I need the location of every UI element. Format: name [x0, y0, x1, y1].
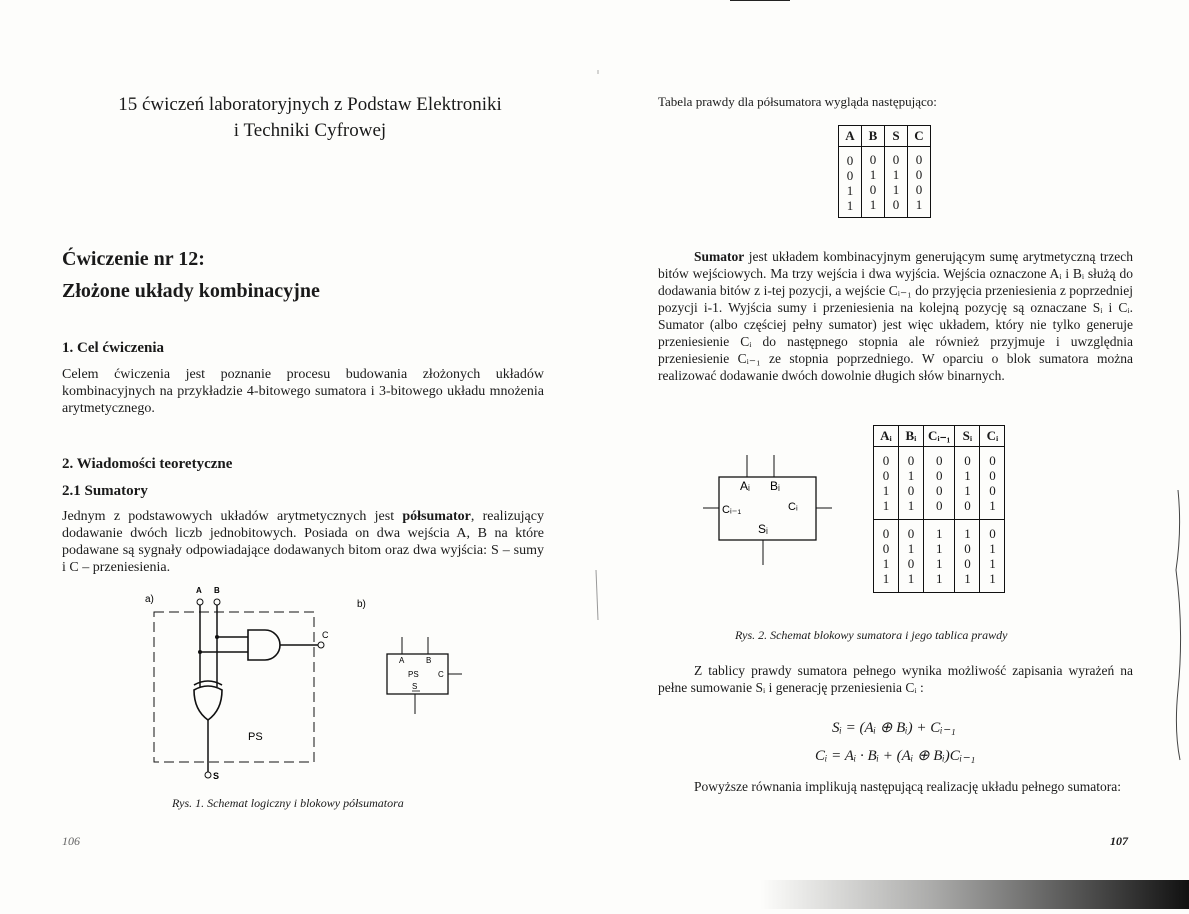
- full-adder-truth-table: [873, 425, 1005, 593]
- ft-bottom-col-b: 0 1 0 1: [899, 520, 924, 593]
- fig1-out-s: S: [213, 771, 220, 781]
- ht-col-a: 0 0 1 1: [839, 147, 862, 218]
- half-adder-intro: Tabela prawdy dla półsumatora wygląda następująco:: [658, 94, 937, 109]
- right-page-number: 107: [1110, 834, 1128, 848]
- ht-header-a: A: [839, 126, 862, 147]
- page-edge-marks: [1160, 470, 1188, 770]
- equation-carry: Cᵢ = Aᵢ · Bᵢ + (Aᵢ ⊕ Bᵢ)Cᵢ₋₁: [815, 748, 976, 764]
- left-page-number: 106: [62, 834, 80, 848]
- fig1-blk-s: S: [412, 682, 418, 691]
- fig2-full-adder-block: [700, 450, 835, 570]
- ft-header-a: Aᵢ: [874, 426, 899, 447]
- ht-header-s: S: [885, 126, 908, 147]
- section-21-text: [62, 508, 544, 576]
- closing-text: Powyższe równania implikują następującą realizację układu pełnego sumatora:: [694, 779, 1121, 794]
- fig1-label-b: b): [357, 599, 366, 610]
- section-21-text-a: Jednym z podstawowych układów arytmetycznych jest: [62, 509, 403, 524]
- fig2-sum: Sᵢ: [758, 522, 768, 536]
- ht-header-c: C: [908, 126, 931, 147]
- ft-header-s: Sᵢ: [955, 426, 980, 447]
- fig1-in-b: B: [214, 586, 220, 595]
- fig1-blk-ps: PS: [408, 670, 419, 679]
- fig1-out-c: C: [322, 630, 329, 640]
- fig1-label-a: a): [145, 594, 154, 605]
- section-21-heading: 2.1 Sumatory: [62, 483, 148, 499]
- sumator-bold: Sumator: [694, 249, 745, 264]
- scan-shadow: [760, 880, 1189, 909]
- book-title-line1: 15 ćwiczeń laboratoryjnych z Podstaw Elektroniki: [118, 94, 502, 115]
- section-21-text-b: , realizujący dodawanie dwóch liczb jednobitowych. Posiada on dwa wejścia A, B na które podawane są sygnały odpowiadające dodawanych bitom oraz dwa wyjścia: S – sumy i C – przeniesienia.: [62, 509, 544, 575]
- half-adder-truth-table: [838, 125, 931, 218]
- book-title-line2: i Techniki Cyfrowej: [233, 120, 387, 141]
- fig1-half-adder-schematic: [140, 582, 470, 787]
- book-title: [60, 92, 560, 144]
- ft-header-b: Bᵢ: [899, 426, 924, 447]
- ft-top-col-a: 0 0 1 1: [874, 447, 899, 520]
- section-1-text: Celem ćwiczenia jest poznanie procesu budowania złożonych układów kombinacyjnych na przykładzie 4-bitowego sumatora i 3-bitowego układu mnożenia arytmetycznego.: [62, 367, 544, 416]
- sumator-text: jest układem kombinacyjnym generującym sumę arytmetyczną trzech bitów wejściowych. Ma trzy wejścia i dwa wyjścia. Wejścia oznaczone Aᵢ i Bᵢ służą do dodawania bitów z i-tej pozycji, a wejście Cᵢ₋₁ do przyjęcia przeniesienia z poprzedniej pozycji i-1. Wyjścia sumy i przeniesienia na kolejną pozycję są oznaczane Sᵢ i Cᵢ. Sumator (albo częściej pełny sumator) jest więc układem, który nie tylko generuje przeniesienie Cᵢ do następnego stopnia ale również przyjmuje i uwzględnia przeniesienie Cᵢ₋₁ ze stopnia poprzedniego. W oparciu o blok sumatora można realizować dodawanie dwóch dowolnie długich słów binarnych.: [658, 249, 1133, 383]
- fig2-cout: Cᵢ: [788, 501, 798, 513]
- sumator-description: [658, 248, 1133, 384]
- ht-header-b: B: [862, 126, 885, 147]
- equation-sum: Sᵢ = (Aᵢ ⊕ Bᵢ) + Cᵢ₋₁: [832, 720, 956, 736]
- scan-top-line: [730, 0, 790, 1]
- ht-col-s: 0 1 1 0: [885, 147, 908, 218]
- ft-header-cin: Cᵢ₋₁: [924, 426, 955, 447]
- ft-top-col-s: 0 1 1 0: [955, 447, 980, 520]
- fig1-blk-c: C: [438, 670, 444, 679]
- ft-top-col-b: 0 1 0 1: [899, 447, 924, 520]
- section-1-heading: 1. Cel ćwiczenia: [62, 340, 165, 356]
- section-21-bold: półsumator: [402, 509, 471, 524]
- fig1-caption: Rys. 1. Schemat logiczny i blokowy półsumatora: [172, 796, 404, 810]
- ht-col-c: 0 0 0 1: [908, 147, 931, 218]
- section-2-heading: 2. Wiadomości teoretyczne: [62, 456, 233, 472]
- fig2-in-b: Bᵢ: [770, 479, 780, 493]
- book-binding: [592, 0, 606, 909]
- ft-bottom-col-cin: 1 1 1 1: [924, 520, 955, 593]
- exercise-number: Ćwiczenie nr 12:: [62, 248, 205, 270]
- fig2-caption: Rys. 2. Schemat blokowy sumatora i jego tablica prawdy: [735, 628, 1008, 642]
- ft-header-c: Cᵢ: [980, 426, 1005, 447]
- fig1-ps-label: PS: [248, 731, 263, 743]
- ht-col-b: 0 1 0 1: [862, 147, 885, 218]
- equations-intro: Z tablicy prawdy sumatora pełnego wynika możliwość zapisania wyrażeń na pełne sumowanie Sᵢ i generację przeniesienia Cᵢ :: [658, 663, 1133, 695]
- fig2-in-a: Aᵢ: [740, 479, 750, 493]
- fig2-cin: Cᵢ₋₁: [722, 504, 742, 516]
- ft-bottom-col-s: 1 0 0 1: [955, 520, 980, 593]
- fig1-in-a: A: [196, 586, 202, 595]
- ft-bottom-col-a: 0 0 1 1: [874, 520, 899, 593]
- ft-bottom-col-c: 0 1 1 1: [980, 520, 1005, 593]
- ft-top-col-c: 0 0 0 1: [980, 447, 1005, 520]
- fig1-blk-b: B: [426, 656, 432, 665]
- fig1-blk-a: A: [399, 656, 405, 665]
- ft-top-col-cin: 0 0 0 0: [924, 447, 955, 520]
- exercise-title: Złożone układy kombinacyjne: [62, 280, 320, 302]
